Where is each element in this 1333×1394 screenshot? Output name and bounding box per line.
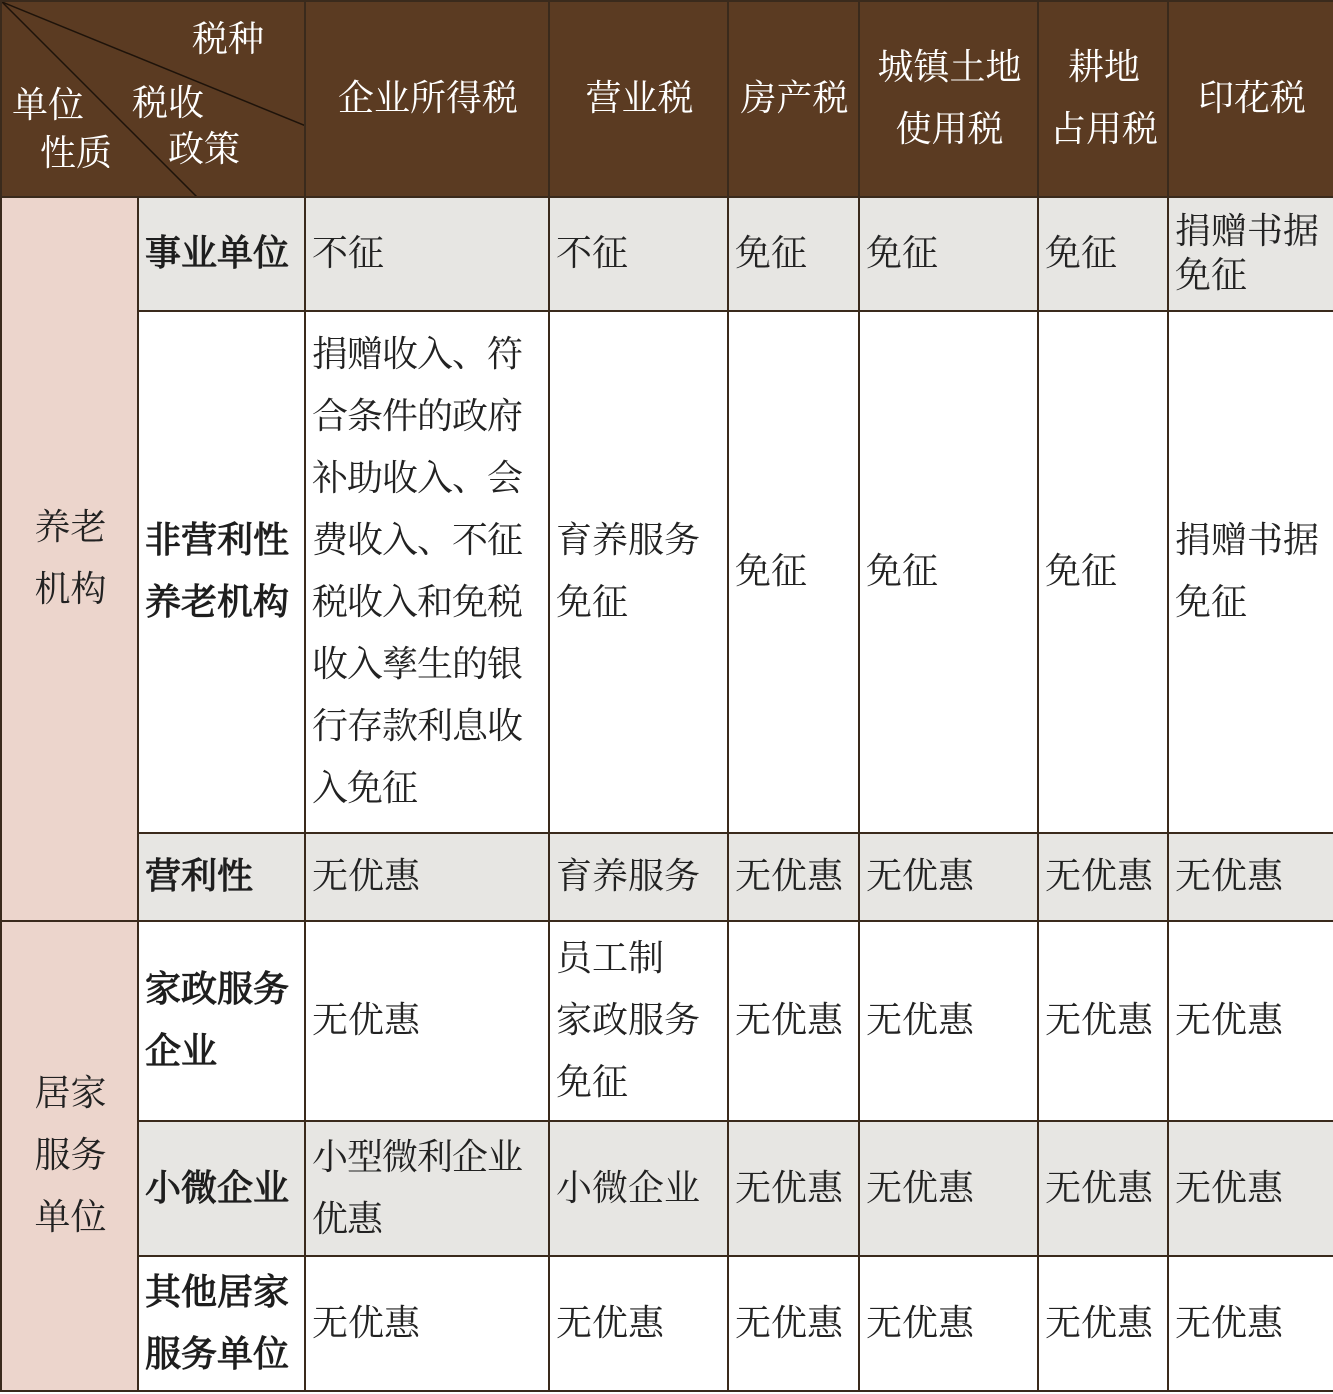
table-row [1,833,1333,921]
table-cell: 育养服务 免征 [549,311,728,833]
table-cell: 无优惠 [1168,833,1333,921]
table-cell: 小型微利企业 优惠 [305,1121,549,1256]
corner-policy-label-2: 政策 [168,129,241,170]
row-label-nonprofit-elderly-care: 非营利性 养老机构 [138,311,305,833]
table-cell: 员工制 家政服务 免征 [549,921,728,1121]
table-cell: 不征 [549,197,728,311]
table-cell: 无优惠 [1038,1256,1168,1391]
table-cell: 免征 [859,197,1038,311]
table-cell: 无优惠 [1038,921,1168,1121]
table-cell: 免征 [859,311,1038,833]
table-cell: 无优惠 [305,1256,549,1391]
table-cell: 无优惠 [549,1256,728,1391]
table-cell: 无优惠 [859,833,1038,921]
table-cell: 无优惠 [728,1121,859,1256]
table-row [1,1256,1333,1391]
table-cell: 免征 [728,197,859,311]
table-row [1,1121,1333,1256]
row-label-housekeeping-enterprise: 家政服务 企业 [138,921,305,1121]
col-header-corporate-income-tax: 企业所得税 [305,1,549,197]
table-cell: 无优惠 [728,921,859,1121]
col-header-business-tax: 营业税 [549,1,728,197]
corner-tax-type-label: 税种 [192,19,265,60]
table-cell: 捐赠书据 免征 [1168,197,1333,311]
table-cell: 不征 [305,197,549,311]
header-row [1,1,1333,197]
table-row [1,921,1333,1121]
table-cell: 捐赠书据 免征 [1168,311,1333,833]
corner-header-cell [1,1,305,197]
table-cell: 无优惠 [859,1121,1038,1256]
table-cell: 育养服务 [549,833,728,921]
row-label-small-micro-enterprise: 小微企业 [138,1121,305,1256]
table-cell: 无优惠 [728,1256,859,1391]
table-cell: 无优惠 [1038,833,1168,921]
col-header-stamp-tax: 印花税 [1168,1,1333,197]
row-label-other-home-service-units: 其他居家 服务单位 [138,1256,305,1391]
table-cell: 无优惠 [1168,1256,1333,1391]
table-cell: 无优惠 [1168,1121,1333,1256]
category-cell-home-service-units: 居家 服务 单位 [1,921,138,1391]
corner-unit-label-2: 性质 [40,133,113,174]
col-header-farmland-occupation-tax: 耕地 占用税 [1038,1,1168,197]
table-cell: 免征 [1038,311,1168,833]
table-row [1,311,1333,833]
table-row [1,197,1333,311]
col-header-property-tax: 房产税 [728,1,859,197]
row-label-for-profit: 营利性 [138,833,305,921]
table-cell: 无优惠 [305,833,549,921]
table-cell: 无优惠 [1168,921,1333,1121]
table-cell: 无优惠 [305,921,549,1121]
table-cell: 小微企业 [549,1121,728,1256]
table-cell: 捐赠收入、符 合条件的政府 补助收入、会 费收入、不征 税收入和免税 收入孳生的银 行存款利息收 入免征 [305,311,549,833]
table-cell: 免征 [728,311,859,833]
corner-policy-label-1: 税收 [132,83,205,124]
table-cell: 无优惠 [859,1256,1038,1391]
col-header-urban-land-use-tax: 城镇土地 使用税 [859,1,1038,197]
table-cell: 无优惠 [728,833,859,921]
category-cell-elderly-care-institutions: 养老 机构 [1,197,138,921]
corner-unit-label-1: 单位 [12,85,85,126]
table-cell: 无优惠 [1038,1121,1168,1256]
row-label-public-institution: 事业单位 [138,197,305,311]
table-cell: 免征 [1038,197,1168,311]
table-cell: 无优惠 [859,921,1038,1121]
